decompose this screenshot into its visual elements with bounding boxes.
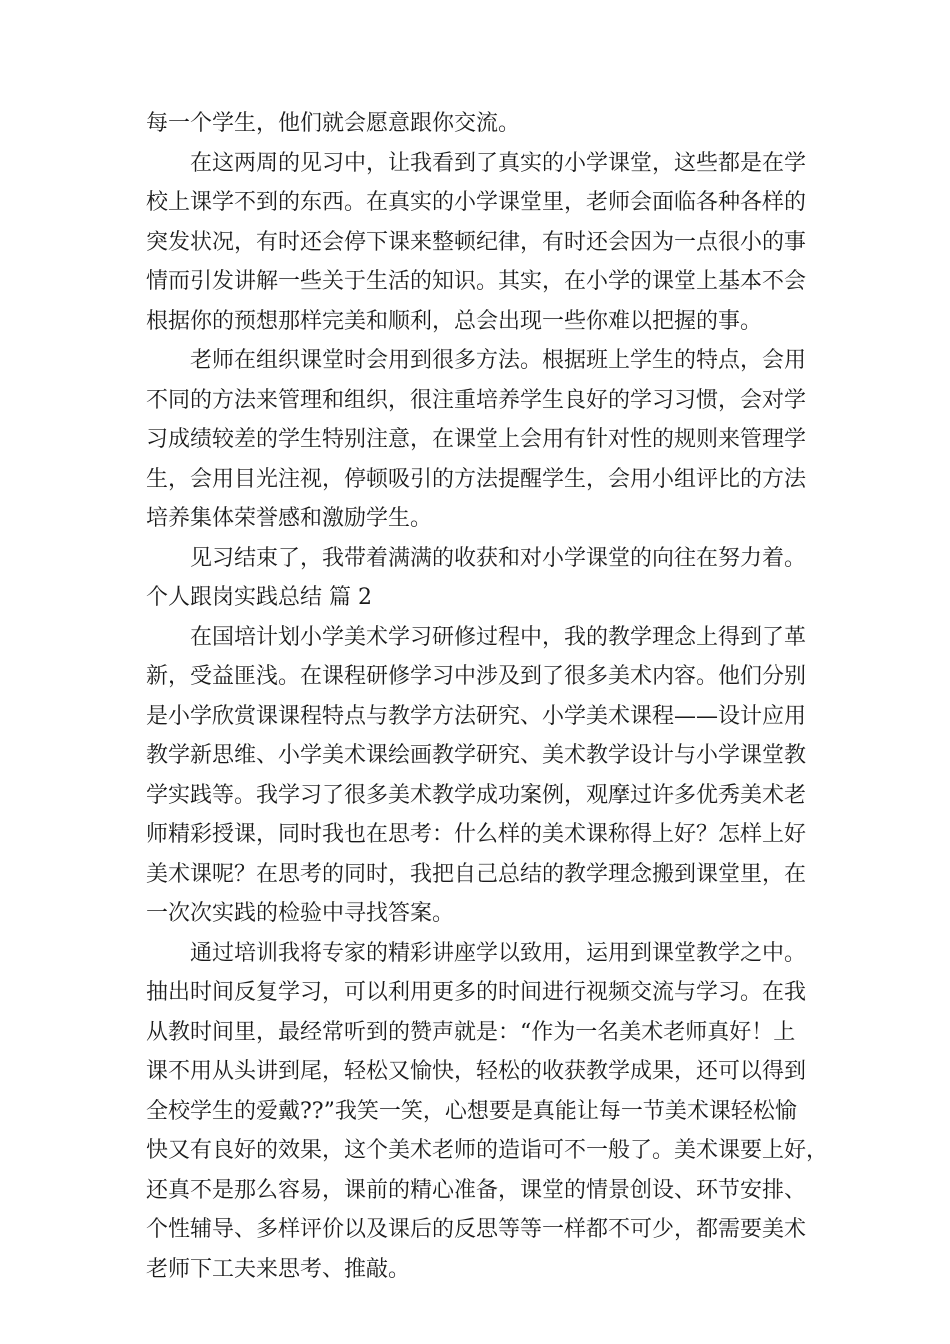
- text-line: 快又有良好的效果，这个美术老师的造诣可不一般了。美术课要上好，: [146, 1138, 829, 1163]
- text-line: 在国培计划小学美术学习研修过程中，我的教学理念上得到了革: [190, 624, 807, 650]
- text-line: 师精彩授课，同时我也在思考：什么样的美术课称得上好？怎样上好: [146, 822, 807, 847]
- text-line: 在这两周的见习中，让我看到了真实的小学课堂，这些都是在学: [190, 150, 807, 176]
- text-line: 学实践等。我学习了很多美术教学成功案例，观摩过许多优秀美术老: [146, 782, 807, 808]
- section-heading: 个人跟岗实践总结 篇 2: [146, 585, 372, 610]
- text-line: 通过培训我将专家的精彩讲座学以致用，运用到课堂教学之中。: [190, 940, 807, 966]
- text-line: 是小学欣赏课课程特点与教学方法研究、小学美术课程——设计应用: [146, 703, 807, 729]
- document-body: [146, 104, 829, 1289]
- text-line: 从教时间里，最经常听到的赞声就是：“作为一名美术老师真好！上: [146, 1019, 796, 1045]
- text-line: 还真不是那么容易，课前的精心准备，课堂的情景创设、环节安排、: [146, 1177, 807, 1203]
- text-line: 全校学生的爱戴??”我笑一笑，心想要是真能让每一节美术课轻松愉: [146, 1098, 797, 1124]
- text-line: 课不用从头讲到尾，轻松又愉快，轻松的收获教学成果，还可以得到: [146, 1059, 807, 1084]
- text-line: 见习结束了，我带着满满的收获和对小学课堂的向往在努力着。: [190, 545, 807, 571]
- text-line: 培养集体荣誉感和激励学生。: [146, 506, 433, 531]
- text-line: 老师在组织课堂时会用到很多方法。根据班上学生的特点，会用: [190, 348, 807, 373]
- text-line: 教学新思维、小学美术课绘画教学研究、美术教学设计与小学课堂教: [146, 743, 807, 768]
- text-line: 根据你的预想那样完美和顺利，总会出现一些你难以把握的事。: [146, 308, 763, 334]
- text-line: 情而引发讲解一些关于生活的知识。其实，在小学的课堂上基本不会: [146, 269, 807, 294]
- text-line: 个性辅导、多样评价以及课后的反思等等一样都不可少，都需要美术: [146, 1217, 807, 1242]
- text-line: 突发状况，有时还会停下课来整顿纪律，有时还会因为一点很小的事: [146, 229, 807, 255]
- text-line: 不同的方法来管理和组织，很注重培养学生良好的学习习惯，会对学: [146, 387, 807, 413]
- text-line: 生，会用目光注视，停顿吸引的方法提醒学生，会用小组评比的方法: [146, 466, 807, 492]
- text-line: 抽出时间反复学习，可以利用更多的时间进行视频交流与学习。在我: [146, 980, 807, 1005]
- text-line: 新，受益匪浅。在课程研修学习中涉及到了很多美术内容。他们分别: [146, 664, 807, 689]
- text-line: 老师下工夫来思考、推敲。: [146, 1256, 411, 1282]
- text-line: 一次次实践的检验中寻找答案。: [146, 901, 455, 926]
- text-line: 校上课学不到的东西。在真实的小学课堂里，老师会面临各种各样的: [146, 190, 807, 215]
- text-line: 习成绩较差的学生特别注意，在课堂上会用有针对性的规则来管理学: [146, 427, 807, 452]
- text-line: 每一个学生，他们就会愿意跟你交流。: [146, 111, 521, 136]
- text-line: 美术课呢？在思考的同时，我把自己总结的教学理念搬到课堂里，在: [146, 861, 807, 887]
